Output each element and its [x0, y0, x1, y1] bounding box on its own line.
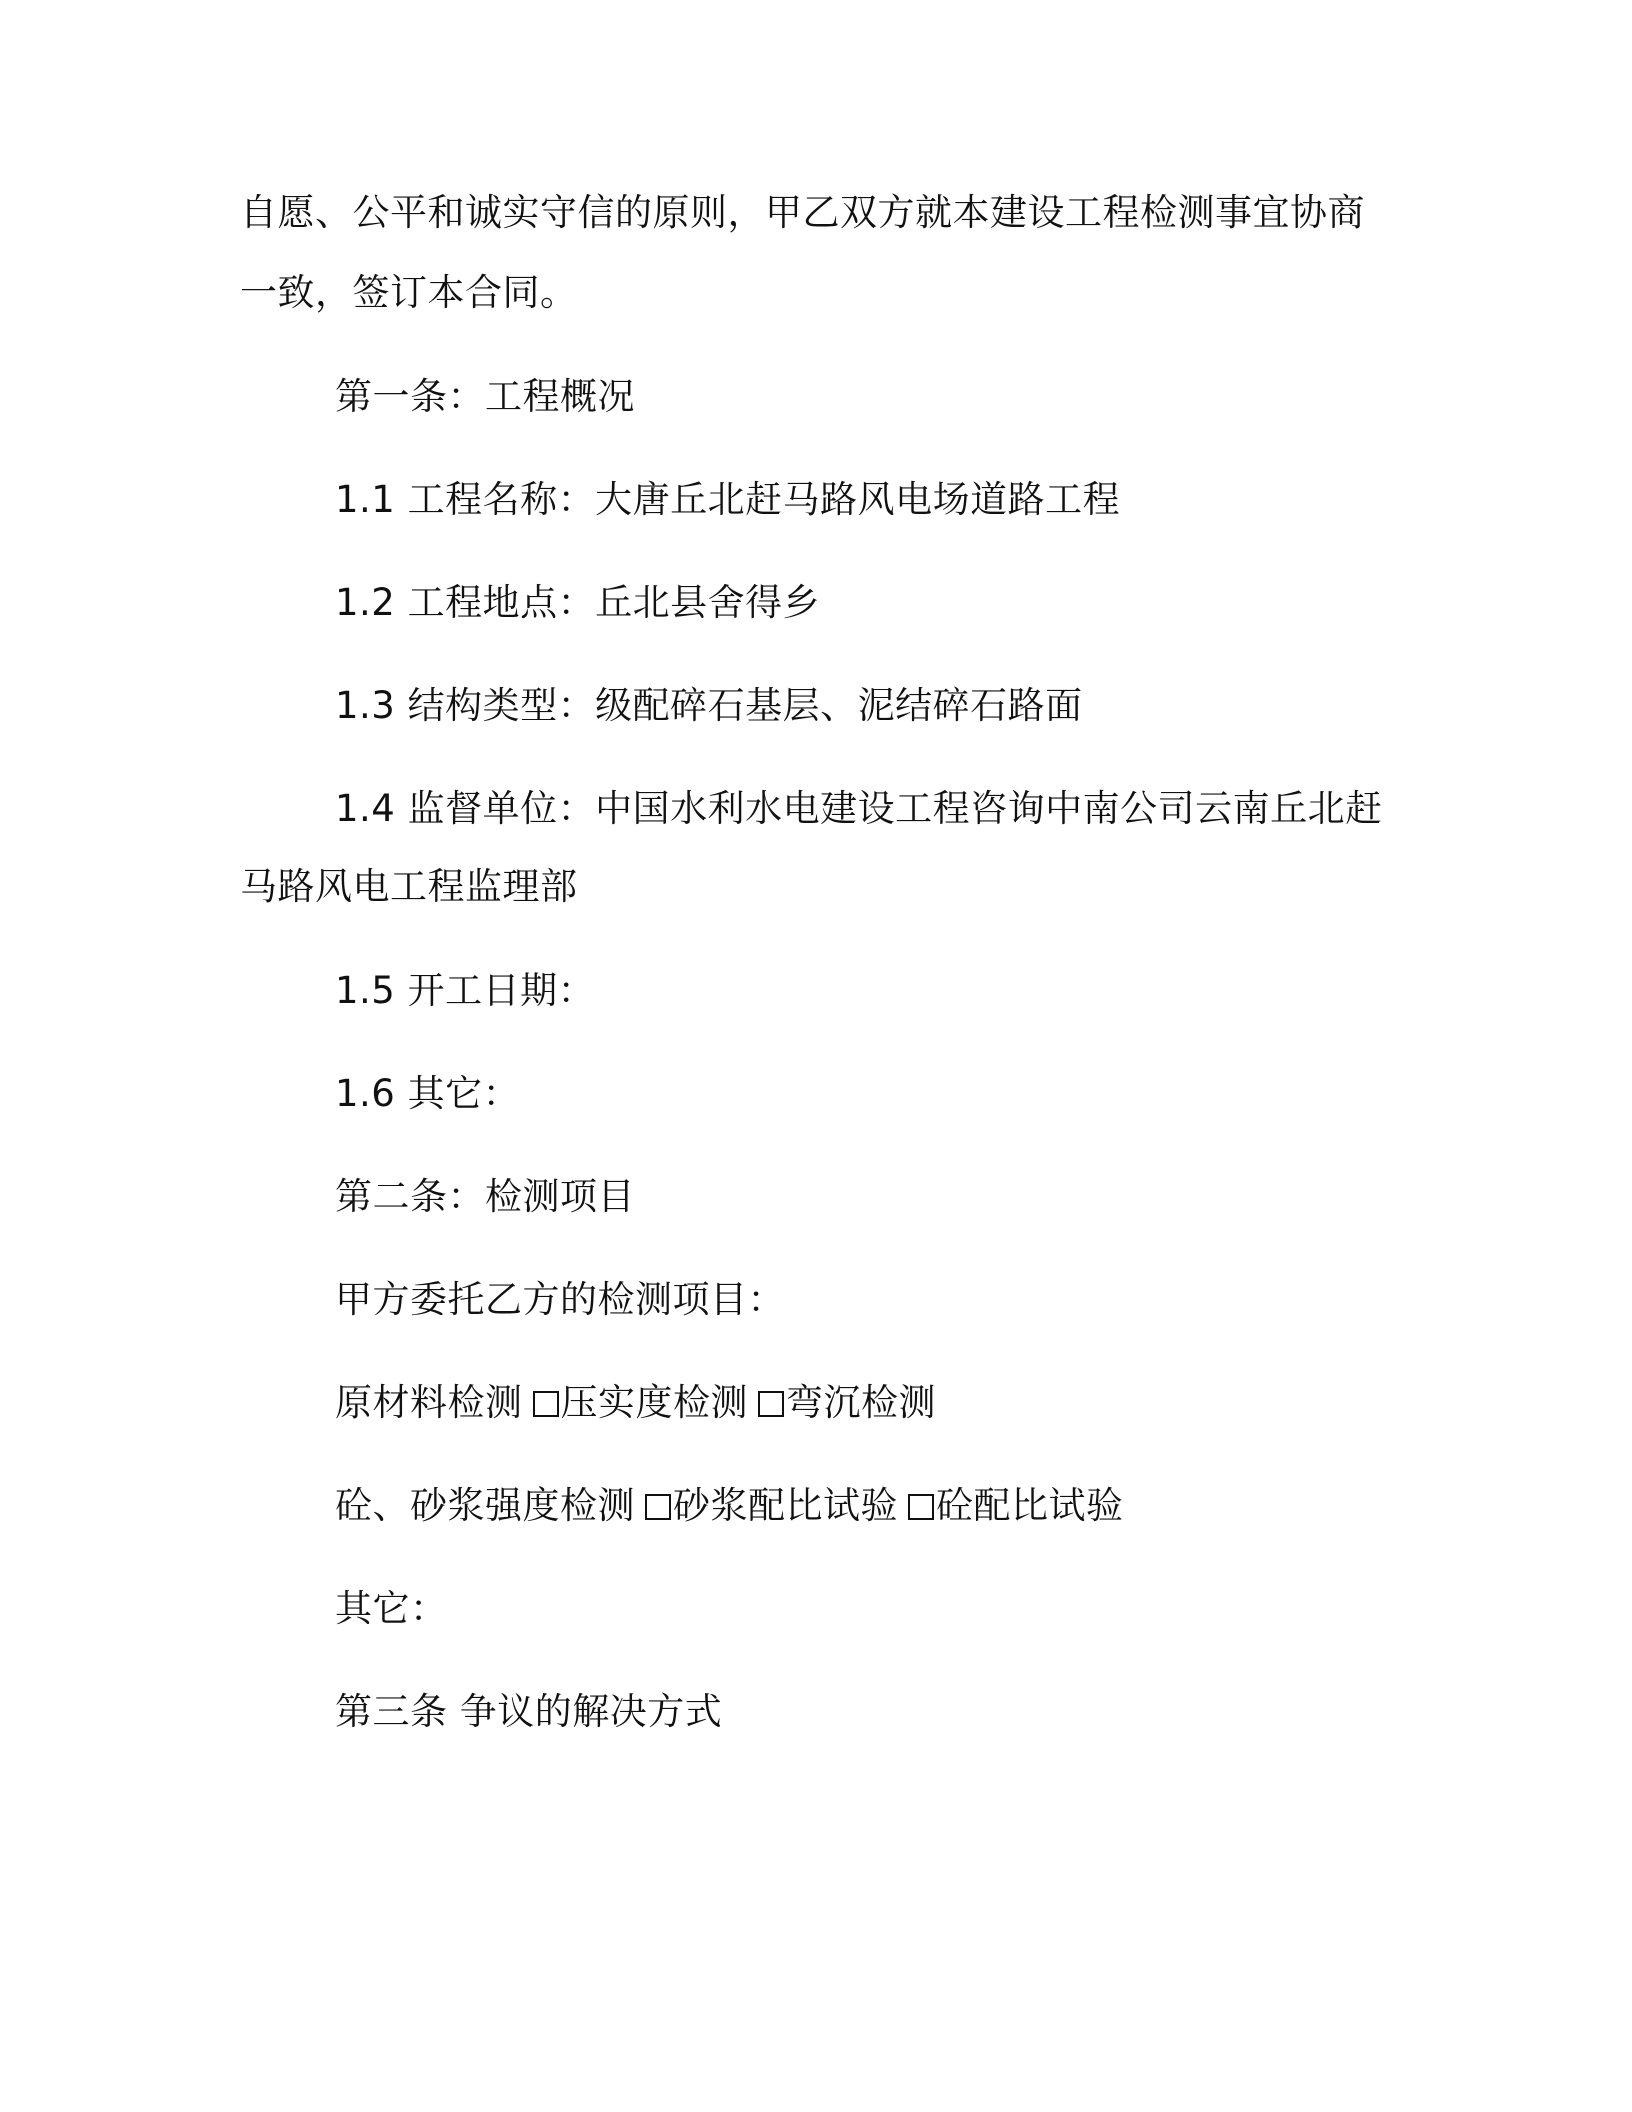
checklist-row-1	[335, 1378, 936, 1428]
checkbox-deflection[interactable]	[758, 1391, 784, 1417]
item-1-4-line-1: 1.4 监督单位：中国水利水电建设工程咨询中南公司云南丘北赶	[335, 787, 1383, 830]
item-1-2: 1.2 工程地点：丘北县舍得乡	[335, 581, 821, 624]
checklist-item-mortar-mix: 砂浆配比试验	[673, 1484, 898, 1527]
article-3-heading: 第三条 争议的解决方式	[335, 1690, 723, 1733]
checklist-row-2	[335, 1481, 1124, 1531]
article-1-heading: 第一条：工程概况	[335, 375, 635, 418]
item-1-4-line-2: 马路风电工程监理部	[240, 865, 578, 908]
item-1-1: 1.1 工程名称：大唐丘北赶马路风电场道路工程	[335, 478, 1121, 521]
item-1-6: 1.6 其它：	[335, 1072, 521, 1115]
item-1-3: 1.3 结构类型：级配碎石基层、泥结碎石路面	[335, 684, 1083, 727]
article-2-heading: 第二条：检测项目	[335, 1175, 635, 1218]
checklist-item-raw-material: 原材料检测	[335, 1381, 523, 1424]
checklist-item-compaction: 压实度检测	[560, 1381, 748, 1424]
checklist-item-concrete-mortar-strength: 砼、砂浆强度检测	[335, 1484, 635, 1527]
intro-line-1: 自愿、公平和诚实守信的原则，甲乙双方就本建设工程检测事宜协商	[240, 191, 1365, 234]
checklist-item-deflection: 弯沉检测	[786, 1381, 936, 1424]
checklist-item-concrete-mix: 砼配比试验	[936, 1484, 1124, 1527]
checkbox-concrete-mix[interactable]	[908, 1494, 934, 1520]
checkbox-compaction[interactable]	[533, 1391, 559, 1417]
article-2-intro: 甲方委托乙方的检测项目：	[335, 1278, 785, 1321]
intro-line-2: 一致，签订本合同。	[240, 271, 578, 314]
item-1-5: 1.5 开工日期：	[335, 969, 596, 1012]
article-2-other: 其它：	[335, 1587, 448, 1630]
checkbox-mortar-mix[interactable]	[645, 1494, 671, 1520]
